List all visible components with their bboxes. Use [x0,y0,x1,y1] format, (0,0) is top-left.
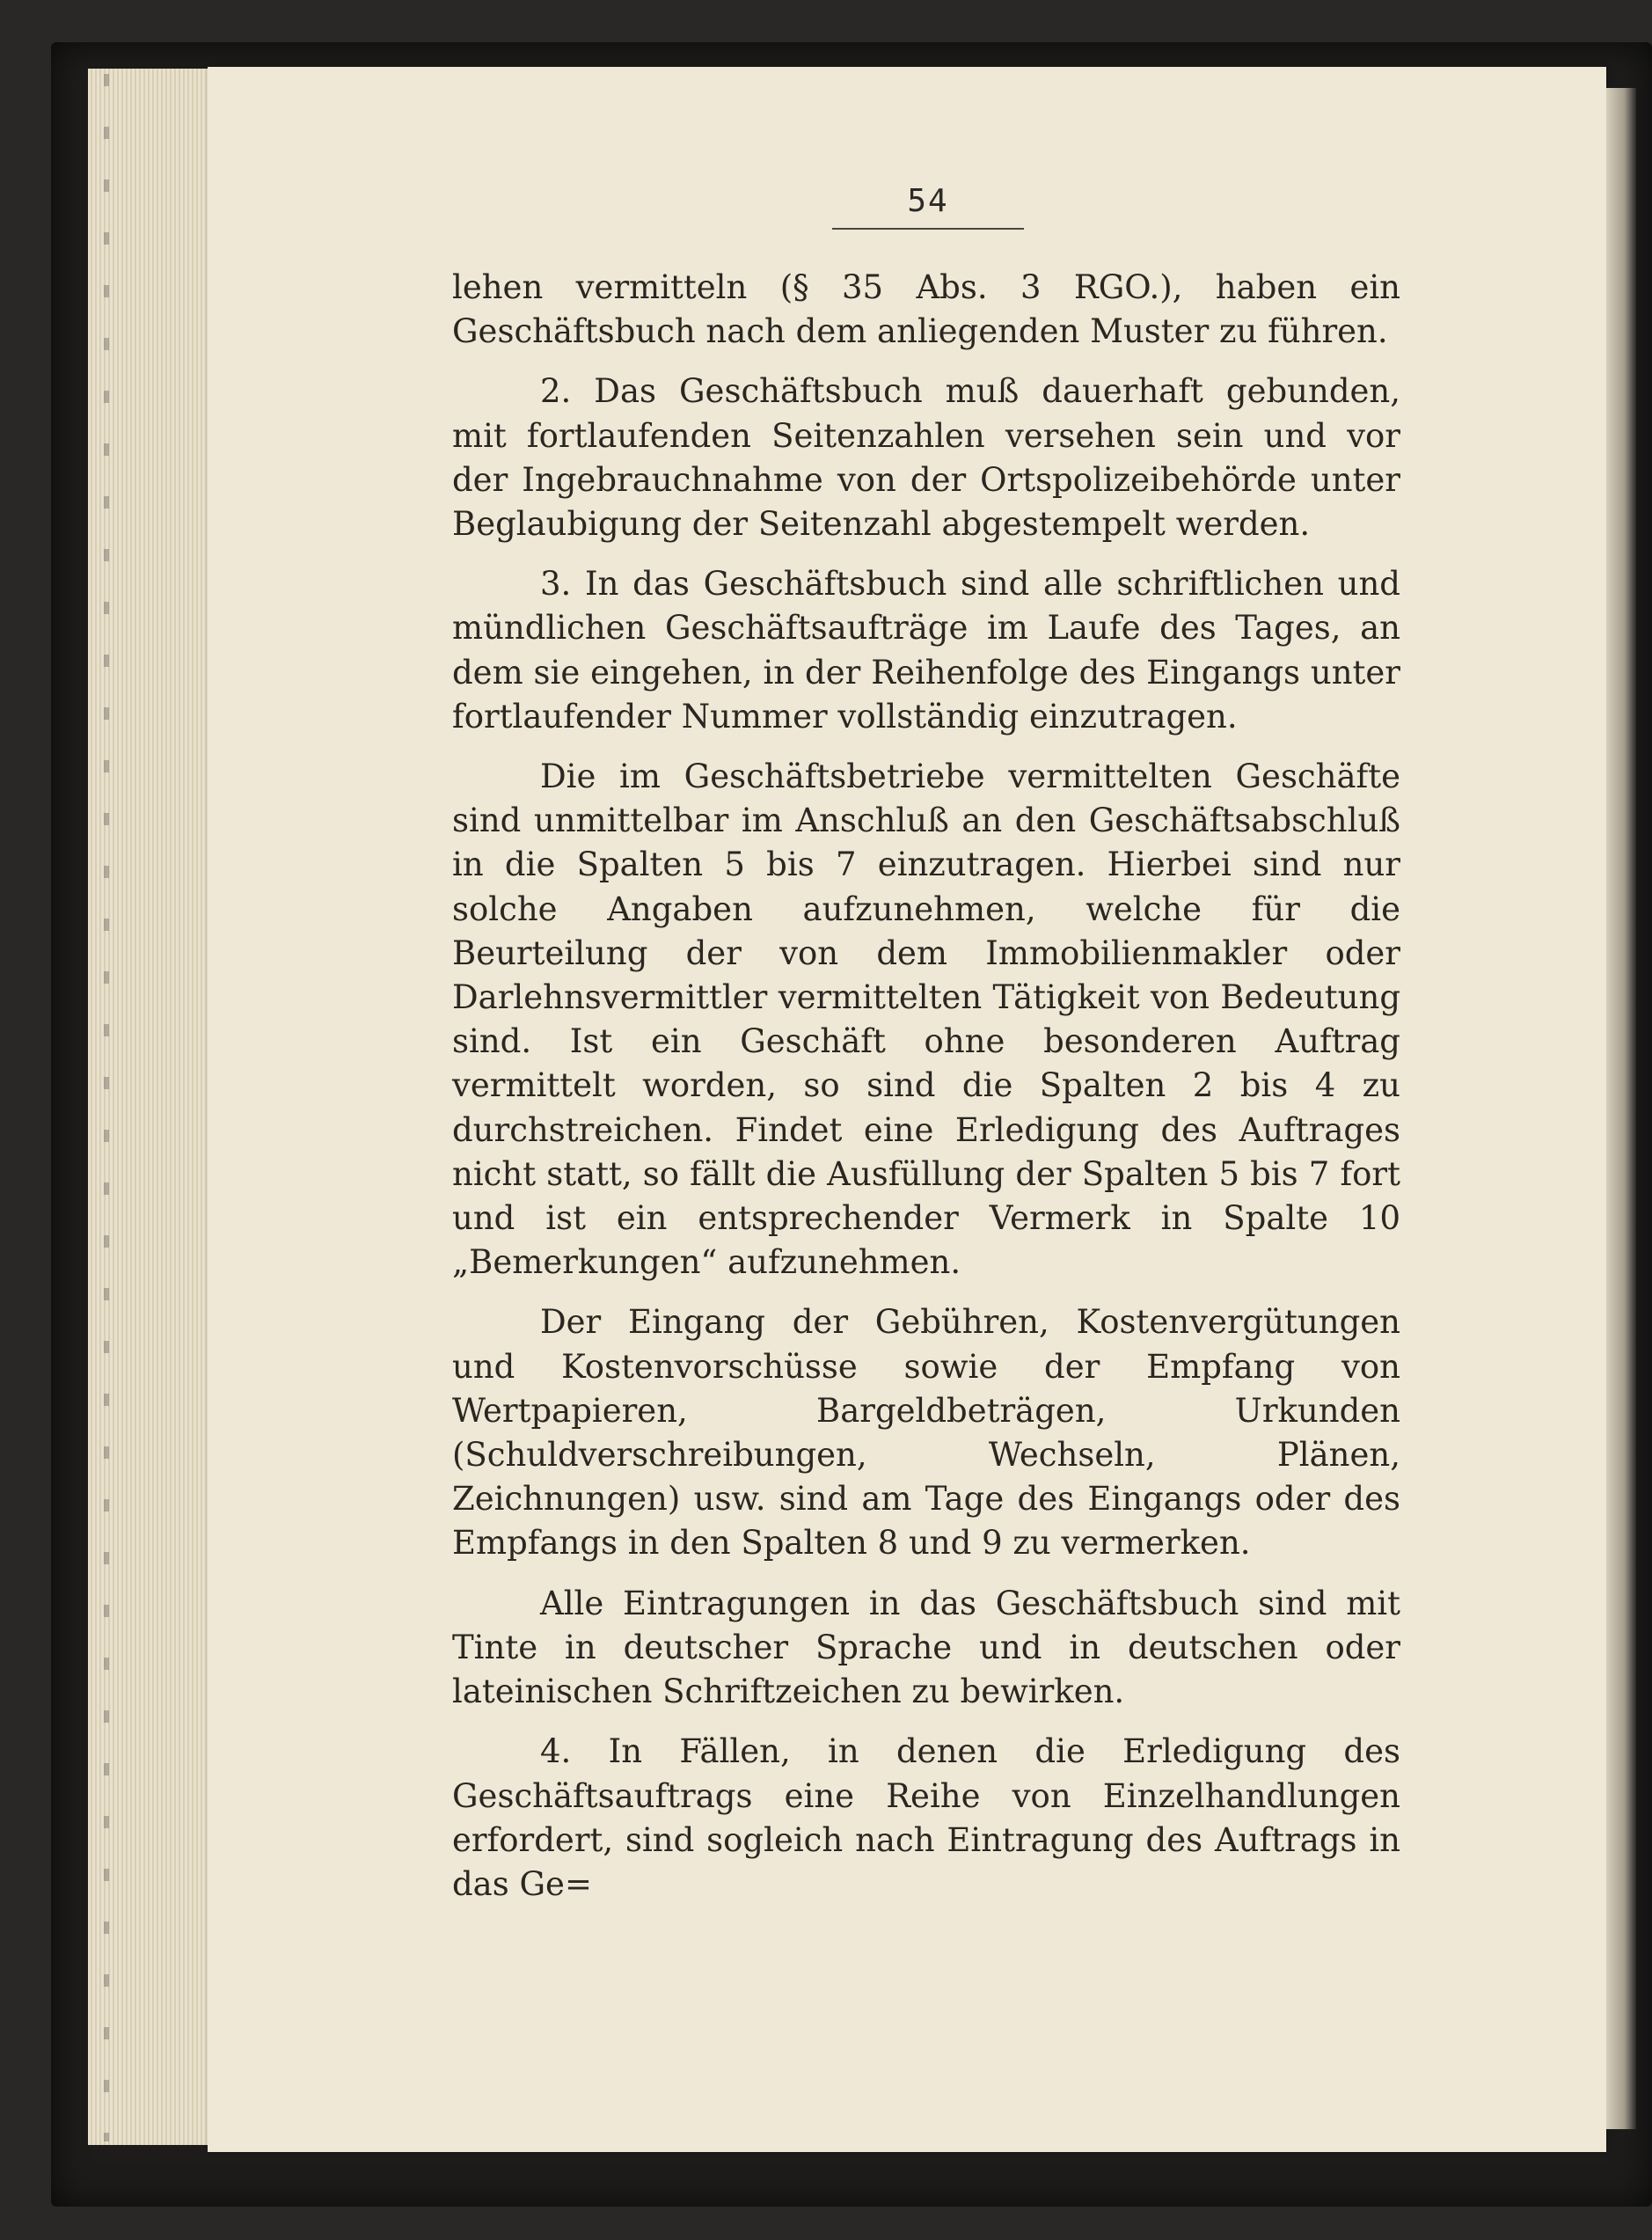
spine-strip [104,74,109,2141]
paragraph-6: 4. In Fällen, in denen die Erledigung des Geschäftsauftrags eine Reihe von Einzelhandlungen erfordert, sind sogleich nach Eintragung des Auftrags in das Ge= [452,1732,1400,1903]
body-text [452,266,1400,1907]
page-number-rule [832,228,1024,230]
page-right-edge [1606,88,1636,2129]
paragraph-2: 3. In das Geschäftsbuch sind alle schriftlichen und mündlichen Geschäftsaufträge im Laufe des Tages, an dem sie eingehen, in der Reihenfolge des Eingangs unter fortlaufender Nummer vollständig einzutragen. [452,565,1400,736]
paragraph-0: lehen vermitteln (§ 35 Abs. 3 RGO.), haben ein Geschäftsbuch nach dem anliegenden Muster zu führen. [452,268,1400,351]
page-number: 54 [907,183,949,219]
paragraph-5: Alle Eintragungen in das Geschäftsbuch sind mit Tinte in deutscher Sprache und in deutschen oder lateinischen Schriftzeichen zu bewirken. [452,1584,1400,1711]
paragraph-3: Die im Geschäftsbetriebe vermittelten Geschäfte sind unmittelbar im Anschluß an den Geschäftsabschluß in die Spalten 5 bis 7 einzutragen. Hierbei sind nur solche Angaben aufzunehmen, welche für die Beurteilung der von dem Immobilienmakler oder Darlehnsvermittler vermittelten Tätigkeit von Bedeutung sind. Ist ein Geschäft ohne besonderen Auftrag vermittelt worden, so sind die Spalten 2 bis 4 zu durchstreichen. Findet eine Erledigung des Auftrages nicht statt, so fällt die Ausfüllung der Spalten 5 bis 7 fort und ist ein entsprechender Vermerk in Spalte 10 „Bemerkungen“ aufzunehmen. [452,758,1400,1282]
paragraph-4: Der Eingang der Gebühren, Kostenvergütungen und Kostenvorschüsse sowie der Empfang von Wertpapieren, Bargeldbeträgen, Urkunden (Schuldverschreibungen, Wechseln, Plänen, Zeichnungen) usw. sind am Tage des Eingangs oder des Empfangs in den Spalten 8 und 9 zu vermerken. [452,1303,1400,1563]
paragraph-1: 2. Das Geschäftsbuch muß dauerhaft gebunden, mit fortlaufenden Seitenzahlen versehen sein und vor der Ingebrauchnahme von der Ortspolizeibehörde unter Beglaubigung der Seitenzahl abgestempelt werden. [452,372,1400,544]
